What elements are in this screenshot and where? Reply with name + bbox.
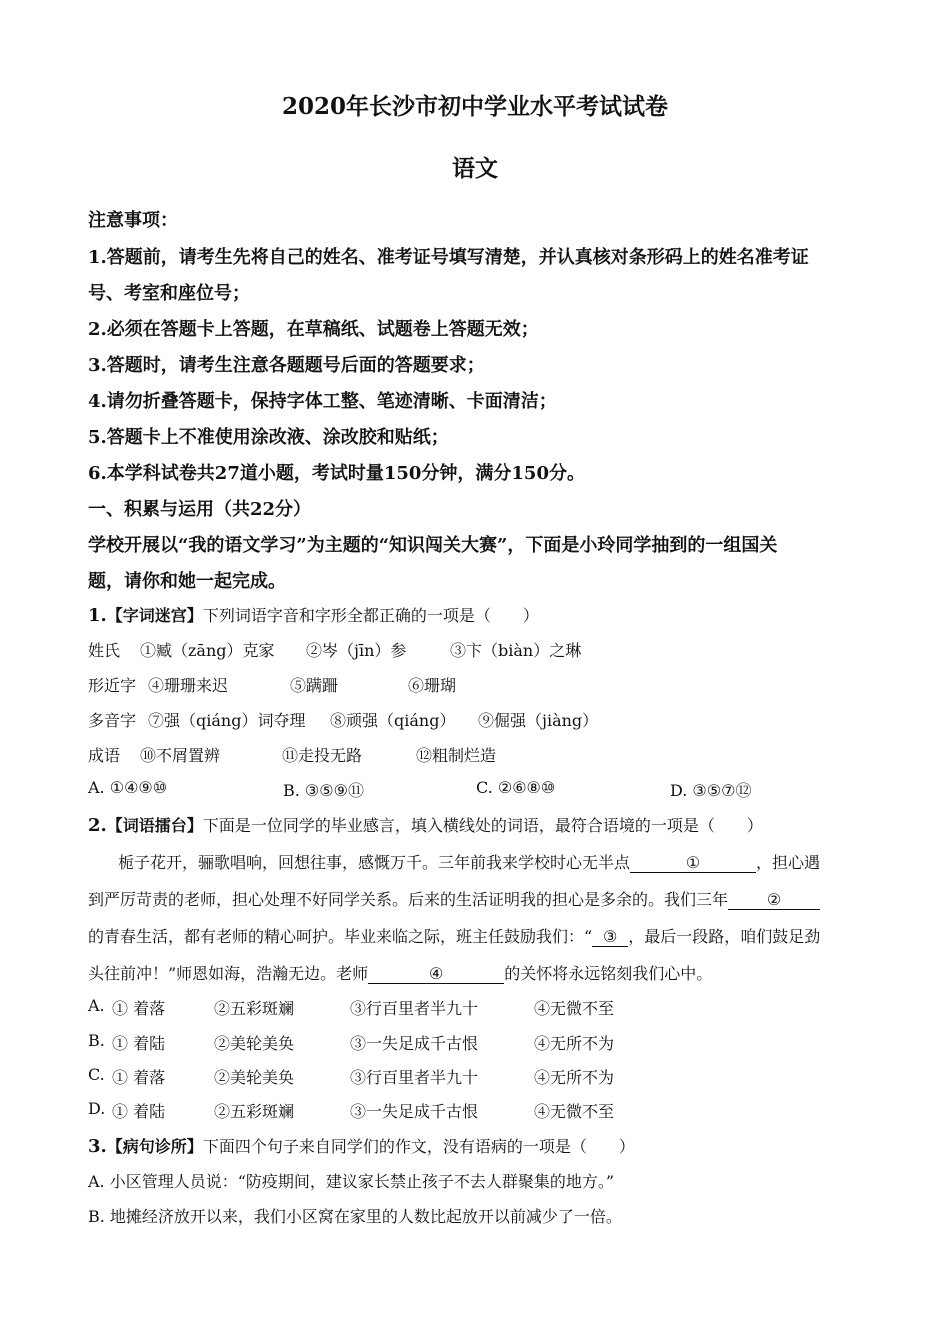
q1-item: ⑫粗制烂造 (416, 746, 497, 765)
q2-option-item: ②五彩斑斓 (214, 1102, 295, 1121)
passage-line: 的青春生活，都有老师的精心呵护。毕业来临之际，班主任鼓励我们：“ ③ ，最后一段路，咱们鼓足劲 (88, 927, 821, 946)
q1-option-c: C. ②⑥⑧⑩ (476, 778, 556, 797)
q3-option-b: B. 地摊经济放开以来，我们小区窝在家里的人数比起放开以前减少了一倍。 (88, 1207, 622, 1226)
q1-option-a: A. ①④⑨⑩ (88, 778, 168, 797)
q1-row-label: 多音字 (88, 711, 137, 730)
blank-3: ③ (592, 928, 628, 947)
question-3 (88, 1134, 635, 1157)
exam-title: 2020年长沙市初中学业水平考试试卷 (281, 93, 668, 120)
q2-option-item: ③一失足成千古恨 (350, 1034, 479, 1053)
passage-line: 到严厉苛责的老师，担心处理不好同学关系。后来的生活证明我的担心是多余的。我们三年 ② (88, 887, 820, 910)
q1-option-b: B. ③⑤⑨⑪ (283, 781, 364, 800)
q1-row-label: 姓氏 (88, 641, 121, 660)
question-1 (88, 603, 539, 626)
question-number: 2. (88, 815, 107, 836)
notice-heading: 注意事项： (88, 210, 178, 231)
q2-option-item: ① 着陆 (112, 1034, 166, 1053)
q2-option-item: ③一失足成千古恨 (350, 1102, 479, 1121)
q1-row-label: 成语 (88, 746, 121, 765)
q1-item: ①臧（zāng）克家 (140, 641, 275, 660)
notice-item: 2.必须在答题卡上答题，在草稿纸、试题卷上答题无效； (88, 319, 539, 340)
notice-item: 号、考室和座位号； (88, 283, 250, 304)
q1-item: ⑨倔强（jiàng） (478, 711, 599, 730)
notice-item: 4.请勿折叠答题卡，保持字体工整、笔迹清晰、卡面清洁； (88, 391, 557, 412)
question-number: 1. (88, 605, 107, 626)
blank-4: ④ (368, 965, 504, 984)
q1-item: ⑦强（qiáng）词夺理 (148, 711, 306, 730)
blank-2: ② (728, 891, 820, 910)
q1-item: ⑩不屑置辨 (140, 746, 221, 765)
q1-option-d: D. ③⑤⑦⑫ (670, 781, 752, 800)
q2-option-item: ③行百里者半九十 (350, 999, 479, 1018)
q2-option-item: ②美轮美奂 (214, 1034, 295, 1053)
question-2 (88, 813, 763, 836)
q2-option-letter: A. (88, 996, 105, 1015)
question-stem: 下列词语字音和字形全都正确的一项是（ ） (202, 606, 539, 625)
notice-item: 1.答题前，请考生先将自己的姓名、准考证号填写清楚，并认真核对条形码上的姓名准考证 (88, 247, 809, 268)
section-heading: 一、积累与运用（共22分） (88, 499, 312, 520)
q1-row-label: 形近字 (88, 676, 137, 695)
blank-1: ① (630, 854, 756, 873)
q1-item: ②岑（jīn）参 (306, 641, 407, 660)
q2-option-item: ④无微不至 (534, 1102, 615, 1121)
q1-item: ⑧顽强（qiáng） (330, 711, 456, 730)
section-intro: 题，请你和她一起完成。 (88, 571, 286, 592)
q2-option-item: ②五彩斑斓 (214, 999, 295, 1018)
question-tag: 【词语擂台】 (106, 816, 203, 835)
q2-option-letter: B. (88, 1031, 105, 1050)
q1-item: ⑤蹒跚 (290, 676, 339, 695)
question-stem: 下面四个句子来自同学们的作文，没有语病的一项是（ ） (202, 1137, 635, 1156)
question-stem: 下面是一位同学的毕业感言，填入横线处的词语，最符合语境的一项是（ ） (202, 816, 763, 835)
q1-item: ⑥珊瑚 (408, 676, 457, 695)
notice-item: 3.答题时，请考生注意各题题号后面的答题要求； (88, 355, 485, 376)
q2-option-item: ③行百里者半九十 (350, 1068, 479, 1087)
section-intro: 学校开展以“我的语文学习”为主题的“知识闯关大赛”，下面是小玲同学抽到的一组国关 (88, 535, 778, 556)
q2-option-letter: D. (88, 1099, 106, 1118)
q2-option-letter: C. (88, 1065, 105, 1084)
q1-item: ④珊珊来迟 (148, 676, 229, 695)
notice-item: 5.答题卡上不准使用涂改液、涂改胶和贴纸； (88, 427, 449, 448)
subject-title: 语文 (452, 155, 498, 182)
q2-option-item: ④无所不为 (534, 1068, 615, 1087)
q2-option-item: ②美轮美奂 (214, 1068, 295, 1087)
question-number: 3. (88, 1136, 107, 1157)
q1-item: ⑪走投无路 (282, 746, 363, 765)
q3-option-a: A. 小区管理人员说：“防疫期间，建议家长禁止孩子不去人群聚集的地方。” (88, 1172, 615, 1191)
q2-option-item: ① 着落 (112, 999, 166, 1018)
q2-option-item: ① 着落 (112, 1068, 166, 1087)
question-tag: 【病句诊所】 (106, 1137, 203, 1156)
q1-item: ③卞（biàn）之琳 (450, 641, 582, 660)
q2-option-item: ① 着陆 (112, 1102, 166, 1121)
passage-line: 栀子花开，骊歌唱响，回想往事，感慨万千。三年前我来学校时心无半点 ① ，担心遇 (118, 853, 821, 872)
question-tag: 【字词迷宫】 (106, 606, 203, 625)
q2-option-item: ④无所不为 (534, 1034, 615, 1053)
q2-option-item: ④无微不至 (534, 999, 615, 1018)
notice-item: 6.本学科试卷共27道小题，考试时量150分钟，满分150分。 (88, 463, 585, 484)
passage-line: 头往前冲！”师恩如海，浩瀚无边。老师 ④ 的关怀将永远铭刻我们心中。 (88, 964, 713, 983)
